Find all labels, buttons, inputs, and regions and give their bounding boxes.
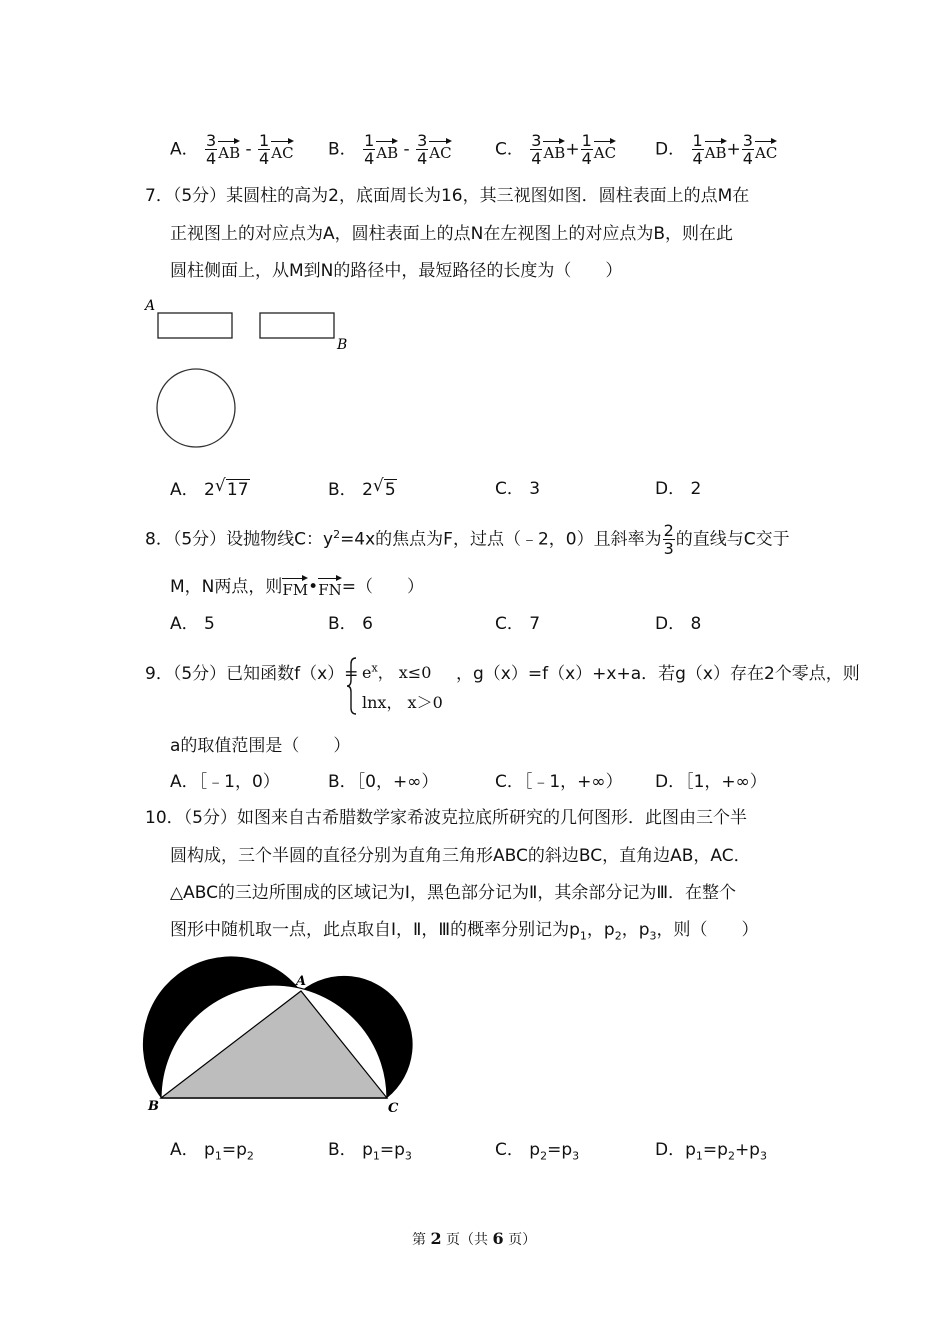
fig-label-b: B xyxy=(337,337,348,353)
top-view-circle xyxy=(157,369,235,447)
front-view-rect xyxy=(158,313,232,338)
vector-ac: AC xyxy=(594,139,616,161)
q6-option-c: C． $\frac{3}{4}$ AB+ $\frac{1}{4}$ AC xyxy=(495,131,617,168)
q9-post: ，g（x）=f（x）+x+a．若g（x）存在2个零点，则 xyxy=(456,664,860,684)
q10-hippocrates-figure xyxy=(140,952,420,1122)
fig-label-a: A xyxy=(145,298,156,314)
fig-label-a: A xyxy=(296,974,307,989)
q7-option-a: A． 2 √ 17 xyxy=(170,476,249,500)
vector-ac: AC xyxy=(755,139,777,161)
q9-line2: a的取值范围是（ ） xyxy=(170,736,351,756)
fig-label-b: B xyxy=(148,1099,159,1114)
brace-icon xyxy=(346,656,358,716)
q7-line3: 圆柱侧面上，从M到N的路径中，最短路径的长度为（ ） xyxy=(170,261,623,281)
q9-option-d: D．［1，+∞） xyxy=(655,772,767,792)
page-number: 2 xyxy=(430,1229,442,1248)
q10-option-a: A． $p_1=p_2$ xyxy=(170,1140,254,1163)
q10-line1: 10．（5分）如图来自古希腊数学家希波克拉底所研究的几何图形．此图由三个半 xyxy=(145,808,747,828)
q7-line1: 7．（5分）某圆柱的高为2，底面周长为16，其三视图如图．圆柱表面上的点M在 xyxy=(145,186,750,206)
q9-pre: 9．（5分）已知函数f（x）= xyxy=(145,664,359,684)
q9-option-c: C．［﹣1，+∞） xyxy=(495,772,623,792)
q9-case2: lnx， x＞0 xyxy=(362,693,443,712)
q10-option-c: C． $p_2=p_3$ xyxy=(495,1140,580,1163)
page-total: 6 xyxy=(492,1229,504,1248)
q10-option-b: B． $p_1=p_3$ xyxy=(328,1140,412,1163)
q7-option-c: C． 3 xyxy=(495,479,541,499)
q10-option-d: D．$p_1=p_2+p_3$ xyxy=(655,1140,767,1163)
q10-line3: △ABC的三边所围成的区域记为Ⅰ，黑色部分记为Ⅱ，其余部分记为Ⅲ．在整个 xyxy=(170,883,737,903)
q6-option-a: A． $\frac{3}{4}$ AB - $\frac{1}{4}$ AC xyxy=(170,131,294,168)
fig-label-c: C xyxy=(388,1101,399,1116)
vector-fn: FN xyxy=(318,576,342,598)
q6-option-d: D． $\frac{1}{4}$ AB+ $\frac{3}{4}$ AC xyxy=(655,131,778,168)
q9-option-b: B．［0，+∞） xyxy=(328,772,439,792)
q10-line4: 图形中随机取一点，此点取自Ⅰ，Ⅱ，Ⅲ的概率分别记为$p_1$，$p_2$，$p_3$，则（ ） xyxy=(170,920,759,943)
q9-case1: $e^x$， x≤0 xyxy=(362,661,432,682)
q8-option-d: D． 8 xyxy=(655,614,702,634)
q8-option-a: A． 5 xyxy=(170,614,215,634)
q8-option-c: C． 7 xyxy=(495,614,541,634)
vector-ab: AB xyxy=(705,139,727,161)
q6-option-b: B． $\frac{1}{4}$ AB - $\frac{3}{4}$ AC xyxy=(328,131,452,168)
q8-line1: 8．（5分）设抛物线C：$y^2=4x$的焦点为F，过点（﹣2，0）且斜率为 $\frac{2}{3}$ 的直线与C交于 xyxy=(145,521,790,558)
q7-option-d: D． 2 xyxy=(655,479,702,499)
q8-option-b: B． 6 xyxy=(328,614,373,634)
q7-three-view-figure xyxy=(140,295,370,455)
vector-ab: AB xyxy=(218,139,240,161)
q8-line2: M，N两点，则FM•FN=（ ） xyxy=(170,577,424,599)
page-footer: 第 2 页（共 6 页） xyxy=(412,1229,537,1248)
q10-line2: 圆构成，三个半圆的直径分别为直角三角形ABC的斜边BC，直角边AB，AC． xyxy=(170,846,751,866)
vector-ab: AB xyxy=(376,139,398,161)
q7-option-b: B． 2 √ 5 xyxy=(328,476,396,500)
q7-line2: 正视图上的对应点为A，圆柱表面上的点N在左视图上的对应点为B，则在此 xyxy=(170,224,734,244)
vector-ac: AC xyxy=(429,139,451,161)
side-view-rect xyxy=(260,313,334,338)
vector-ab: AB xyxy=(543,139,565,161)
vector-fm: FM xyxy=(282,576,308,598)
q9-option-a: A．［﹣1，0） xyxy=(170,772,280,792)
vector-ac: AC xyxy=(271,139,293,161)
